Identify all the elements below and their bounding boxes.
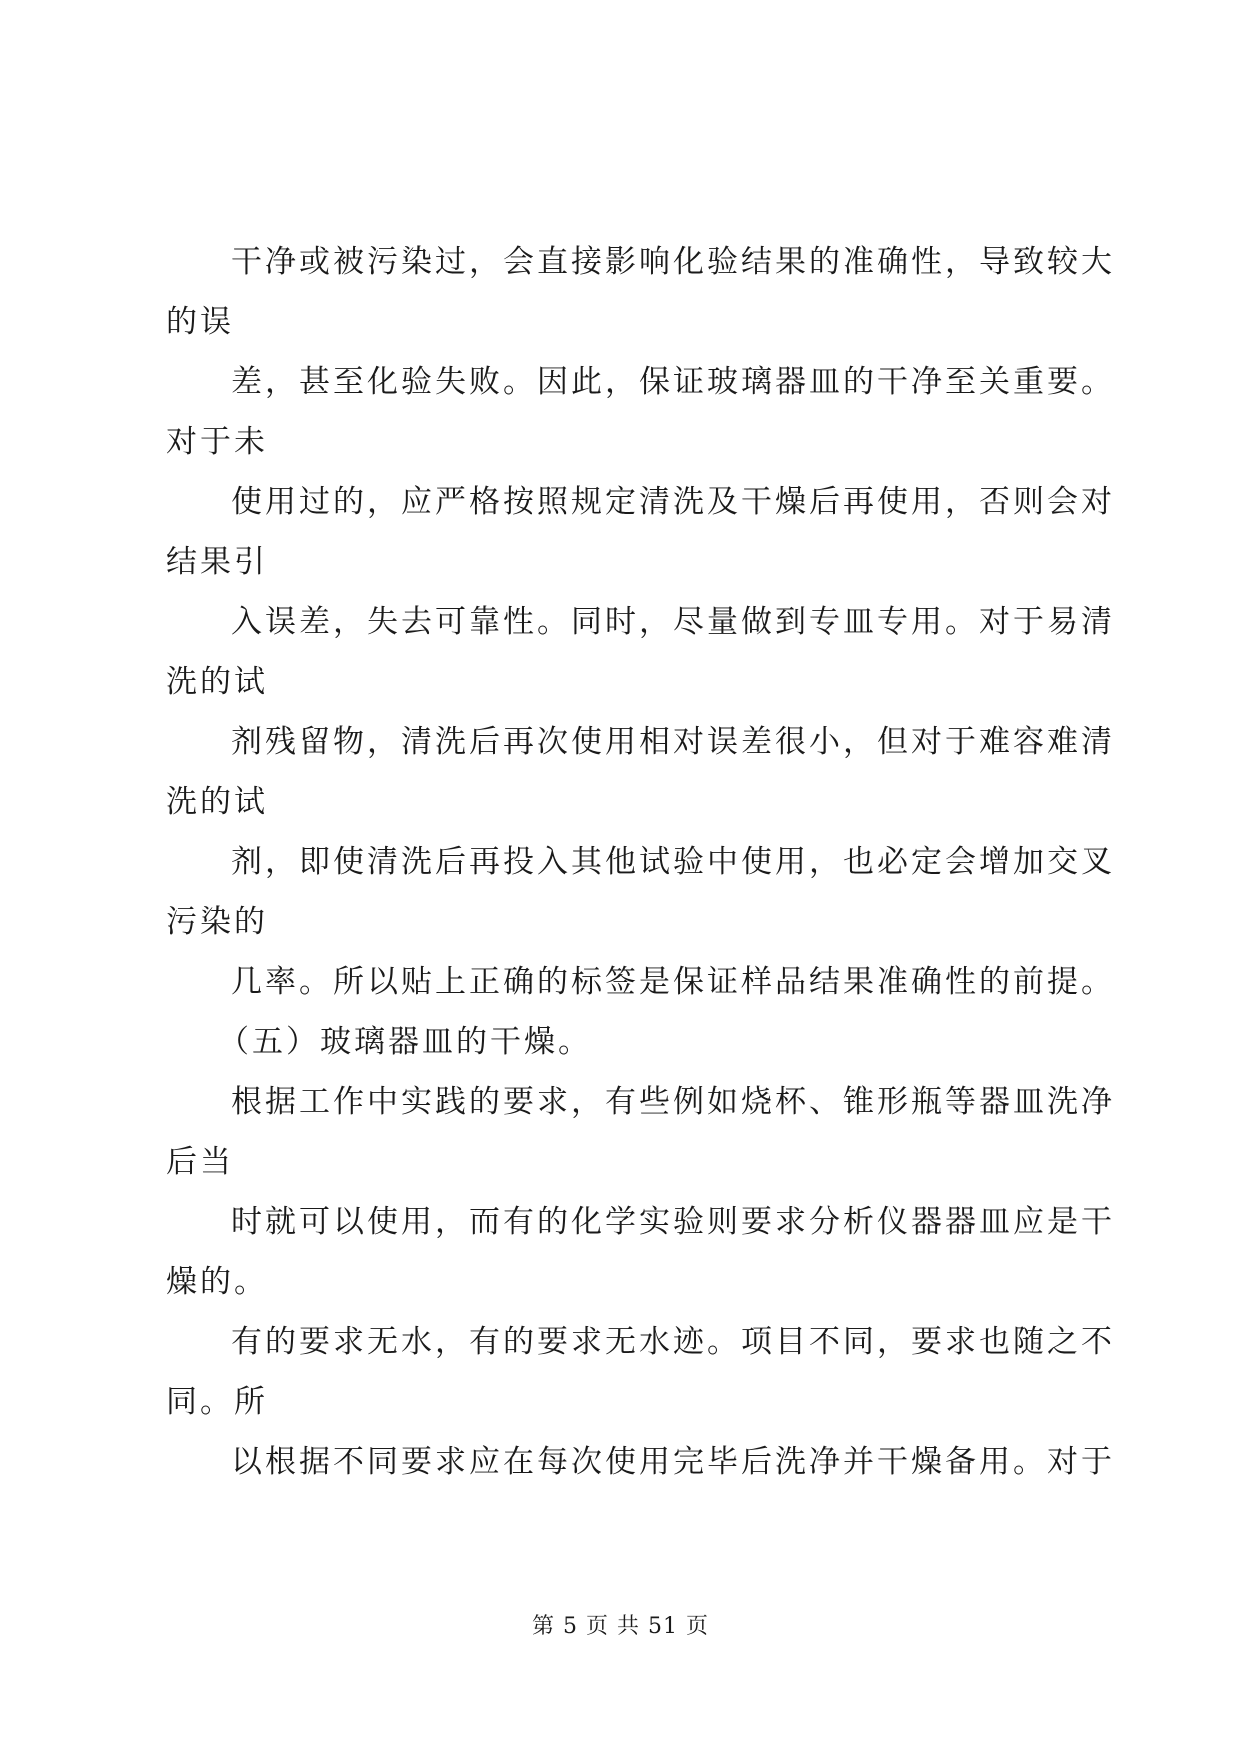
text-line: 以根据不同要求应在每次使用完毕后洗净并干燥备用。对于 bbox=[231, 1444, 1115, 1480]
text-line: 燥的。 bbox=[166, 1264, 268, 1300]
text-line: 结果引 bbox=[166, 544, 268, 580]
text-line: 后当 bbox=[166, 1144, 234, 1180]
text-line: 的误 bbox=[166, 304, 234, 340]
text-line: 根据工作中实践的要求，有些例如烧杯、锥形瓶等器皿洗净 bbox=[231, 1084, 1115, 1120]
text-line: 剂，即使清洗后再投入其他试验中使用，也必定会增加交叉 bbox=[231, 844, 1115, 880]
text-line: 洗的试 bbox=[166, 784, 268, 820]
text-line: 几率。所以贴上正确的标签是保证样品结果准确性的前提。 bbox=[231, 964, 1115, 1000]
text-line: 入误差，失去可靠性。同时，尽量做到专皿专用。对于易清 bbox=[231, 604, 1115, 640]
text-line: 污染的 bbox=[166, 904, 268, 940]
text-line: 有的要求无水，有的要求无水迹。项目不同，要求也随之不 bbox=[231, 1324, 1115, 1360]
text-line: 剂残留物，清洗后再次使用相对误差很小，但对于难容难清 bbox=[231, 724, 1115, 760]
text-line: 差，甚至化验失败。因此，保证玻璃器皿的干净至关重要。 bbox=[231, 364, 1115, 400]
text-line: 使用过的，应严格按照规定清洗及干燥后再使用，否则会对 bbox=[231, 484, 1115, 520]
text-line: 时就可以使用，而有的化学实验则要求分析仪器器皿应是干 bbox=[231, 1204, 1115, 1240]
section-heading: （五）玻璃器皿的干燥。 bbox=[218, 1024, 592, 1060]
text-line: 同。所 bbox=[166, 1384, 268, 1420]
text-line: 对于未 bbox=[166, 424, 268, 460]
text-line: 洗的试 bbox=[166, 664, 268, 700]
text-line: 干净或被污染过，会直接影响化验结果的准确性，导致较大 bbox=[231, 244, 1115, 280]
page-footer: 第 5 页 共 51 页 bbox=[532, 1614, 709, 1639]
